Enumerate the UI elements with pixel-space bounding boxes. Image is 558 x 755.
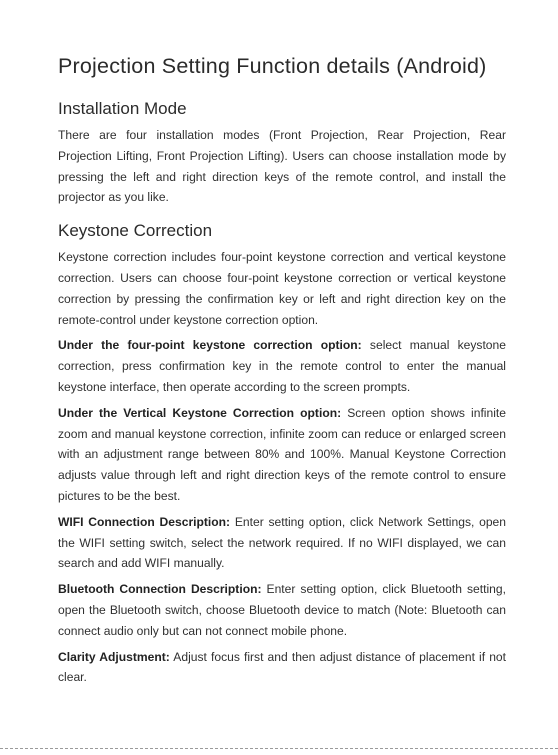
clarity-adjustment-lead: Clarity Adjustment: xyxy=(58,649,170,664)
installation-mode-paragraph: There are four installation modes (Front Projection, Rear Projection, Rear Projection Lifting, Front Projection Lifting). Users can choose installation mode by pressing the left and right direction keys of the remote control, and install the projector as you like. xyxy=(58,128,506,205)
vertical-keystone-paragraph xyxy=(58,403,506,507)
wifi-connection-lead: WIFI Connection Description: xyxy=(58,514,231,529)
document-page xyxy=(58,54,506,693)
vertical-keystone-text: Screen option shows infinite zoom and manual keystone correction, infinite zoom can reduce or enlarged screen with an adjustment range between 80% and 100%. Manual Keystone Correction adjusts value through left and right direction keys of the remote control to ensure pictures to be the best. xyxy=(58,405,506,503)
four-point-keystone-text: select manual keystone correction, press confirmation key in the remote control to enter the manual keystone interface, then operate according to the screen prompts. xyxy=(58,338,506,394)
keystone-correction-section xyxy=(58,221,506,688)
page-title: Projection Setting Function details (Android) xyxy=(58,54,487,78)
four-point-keystone-lead: Under the four-point keystone correction option: xyxy=(58,338,362,353)
footer-divider xyxy=(0,748,558,749)
clarity-adjustment-paragraph xyxy=(58,647,506,689)
clarity-adjustment-text: Adjust focus first and then adjust distance of placement if not clear. xyxy=(58,649,507,685)
bluetooth-connection-text: Enter setting option, click Bluetooth setting, open the Bluetooth switch, choose Bluetooth device to match (Note: Bluetooth can connect audio only but can not connect mobile phone. xyxy=(58,582,506,638)
installation-mode-section xyxy=(58,99,506,208)
keystone-correction-heading: Keystone Correction xyxy=(58,221,213,241)
installation-mode-heading: Installation Mode xyxy=(58,99,187,118)
four-point-keystone-paragraph xyxy=(58,335,506,397)
bluetooth-connection-lead: Bluetooth Connection Description: xyxy=(58,582,262,597)
keystone-correction-paragraph: Keystone correction includes four-point keystone correction and vertical keystone correction. Users can choose four-point keystone correction or vertical keystone correction by pressing the confirmation key or left and right direction key on the remote-control under keystone correction option. xyxy=(58,250,506,327)
wifi-connection-text: Enter setting option, click Network Settings, open the WIFI setting switch, select the network required. If no WIFI displayed, we can search and add WIFI manually. xyxy=(58,514,507,571)
vertical-keystone-lead: Under the Vertical Keystone Correction option: xyxy=(58,405,342,420)
bluetooth-connection-paragraph xyxy=(58,579,506,641)
wifi-connection-paragraph xyxy=(58,512,506,574)
